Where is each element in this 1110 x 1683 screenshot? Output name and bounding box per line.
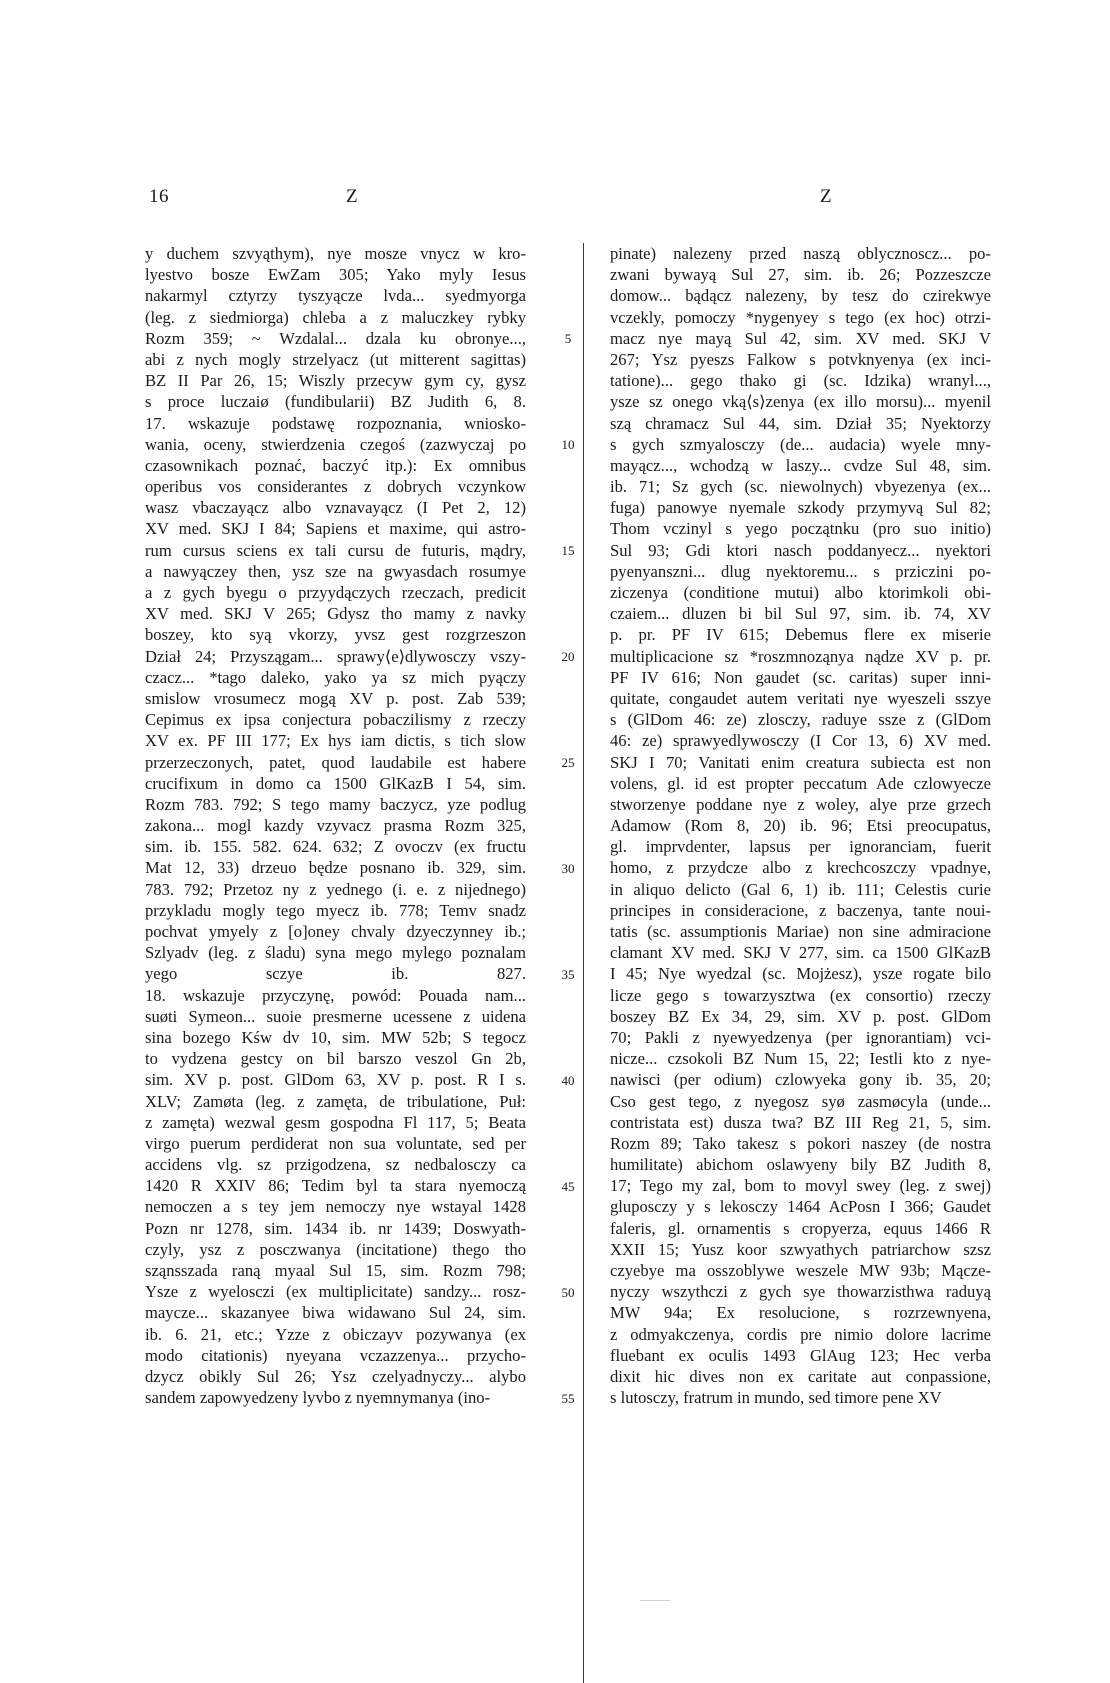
- text-line: p. pr. PF IV 615; Debemus flere ex miserie: [610, 625, 991, 645]
- column-divider: [583, 243, 584, 1683]
- text-line: PF IV 616; Non gaudet (sc. caritas) super inni-: [610, 667, 991, 687]
- line-number: 10: [561, 436, 575, 452]
- text-line: yego sczye ib. 827.: [145, 964, 526, 984]
- text-line: 267; Ysz pyeszs Falkow s potvknyenya (ex inci-: [610, 349, 991, 369]
- text-line: pochvat ymyely z [o]oney chvaly dzyeczynney ib.;: [145, 922, 526, 941]
- text-line: z odmyakczenya, cordis pre nimio dolore lacrime: [610, 1324, 991, 1344]
- text-line: (leg. z siedmiorga) chleba a z maluczkey rybky: [145, 307, 526, 327]
- text-line: SKJ I 70; Vanitati enim creatura subiecta est non: [610, 752, 991, 772]
- text-line: BZ II Par 26, 15; Wiszly przecyw gym cy, gysz: [145, 371, 526, 391]
- text-line: to vydzena gestcy on bil barszo veszol Gn 2b,: [145, 1049, 526, 1069]
- text-line: Rozm 783. 792; S tego mamy baczycz, yze podlug: [145, 794, 526, 814]
- text-line: licze gego s towarzysztwa (ex consortio) rzeczy: [610, 985, 991, 1005]
- running-head-left: Z: [346, 186, 359, 207]
- text-line: homo, z przydcze albo z krechcoszczy vpadnye,: [610, 858, 991, 878]
- text-line: macz nye mayą Sul 42, sim. XV med. SKJ V: [610, 328, 991, 348]
- line-number: 40: [561, 1072, 575, 1088]
- text-line: Sul 93; Gdi ktori nasch poddanyecz... nyektori: [610, 540, 991, 560]
- text-line: abi z nych mogly strzelyacz (ut mitterent sagittas): [145, 349, 526, 369]
- line-number: 45: [561, 1178, 575, 1194]
- text-line: pyenyanszni... dlug nyektoremu... s prziczini po-: [610, 561, 991, 581]
- text-line: Adamow (Rom 8, 20) ib. 96; Etsi preocupatus,: [610, 816, 991, 836]
- text-line: 46: ze) sprawyedlywosczy (I Cor 13, 6) XV med.: [610, 731, 991, 751]
- text-line: z zamęta) wezwal gesm gospodna Fl 117, 5; Beata: [145, 1112, 526, 1132]
- text-line: 18. wskazuje przyczynę, powód: Pouada nam...: [145, 985, 526, 1005]
- text-line: Mat 12, 33) drzeuo będze posnano ib. 329, sim.: [145, 858, 526, 878]
- text-line: nemoczen a s tey jem nemoczy nye wstayal 1428: [145, 1197, 526, 1217]
- line-number: 5: [564, 330, 572, 346]
- text-line: maycze... skazanyee biwa widawano Sul 24, sim.: [145, 1303, 526, 1323]
- text-line: sandem zapowyedzeny lyvbo z nyemnymanya (ino-: [145, 1388, 491, 1408]
- text-line: s gych szmyalosczy (de... audacia) wyele mny-: [610, 434, 991, 454]
- text-line: nicze... czsokoli BZ Num 15, 22; Iestli kto z nye-: [610, 1049, 991, 1069]
- text-line: 1420 R XXIV 86; Tedim byl ta stara nyemoczą: [145, 1176, 526, 1196]
- text-line: wania, oceny, stwierdzenia czegoś (zazwyczaj po: [145, 434, 526, 454]
- text-line: principes in consideracione, z baczenya, tante noui-: [610, 900, 991, 920]
- text-line: XV ex. PF III 177; Ex hys iam dictis, s tich slow: [145, 731, 526, 751]
- text-line: Szlyadv (leg. z śladu) syna mego mylego poznalam: [145, 943, 526, 963]
- text-line: Rozm 89; Tako takesz s pokori naszey (de nostra: [610, 1133, 991, 1153]
- text-line: czyebye ma osszoblywe weszele MW 93b; Mącze-: [610, 1261, 991, 1280]
- text-line: y duchem szvyąthym), nye mosze vnycz w kro-: [145, 244, 526, 263]
- text-line: quitate, congaudet autem veritati nye wyeszeli sszye: [610, 688, 991, 708]
- text-line: faleris, gl. ornamentis s cropyerza, equus 1466 R: [610, 1218, 991, 1238]
- text-line: dzycz obikly Sul 26; Ysz czelyadnyczy... alybo: [145, 1366, 526, 1386]
- text-line: stworzenye poddane nye z woley, alye prze grzech: [610, 794, 991, 814]
- text-line: contristata est) dusza twa? BZ III Reg 21, 5, sim.: [610, 1112, 991, 1132]
- text-line: virgo puerum perdiderat non sua voluntate, sed per: [145, 1133, 526, 1153]
- line-number: 20: [561, 648, 575, 664]
- line-number: 50: [561, 1284, 575, 1300]
- text-line: sząnsszada raną myaal Sul 15, sim. Rozm 798;: [145, 1261, 526, 1280]
- text-line: s (GlDom 46: ze) zlosczy, raduye ssze z (GlDom: [610, 710, 991, 730]
- text-line: fluebant ex oculis 1493 GlAug 123; Hec verba: [610, 1345, 991, 1365]
- text-line: zwani bywayą Sul 27, sim. ib. 26; Pozzeszcze: [610, 265, 991, 285]
- text-line: operibus vos considerantes z dobrych vczynkow: [145, 477, 526, 497]
- text-line: lyestvo bosze EwZam 305; Yako myly Iesus: [145, 265, 526, 285]
- text-line: nawisci (per odium) czlowyeka gony ib. 35, 20;: [610, 1070, 991, 1090]
- text-line: XLV; Zamøta (leg. z zamęta, de tribulatione, Puł:: [145, 1091, 526, 1111]
- running-head-right: Z: [820, 186, 833, 207]
- text-line: ysze sz onego vką⟨s⟩zenya (ex illo morsu)... myenil: [610, 392, 991, 412]
- text-line: nyczy wszythczi z gych sye thowarzisthwa raduyą: [610, 1282, 991, 1302]
- text-line: Rozm 359; ~ Wzdalal... dzala ku obronye...,: [145, 328, 526, 348]
- text-line: gl. imprvdenter, lapsus per ignoranciam, fuerit: [610, 837, 991, 857]
- text-line: in aliquo delicto (Gal 6, 1) ib. 111; Celestis curie: [610, 879, 991, 899]
- text-line: tatione)... gego thako gi (sc. Idzika) wranyl...,: [610, 371, 991, 391]
- text-line: s proce luczaiø (fundibularii) BZ Judith 6, 8.: [145, 392, 526, 412]
- text-line: czacz... *tago daleko, yako ya sz mich pyączy: [145, 667, 526, 687]
- text-line: wasz vbaczayącz albo vznavayącz (I Pet 2, 12): [145, 498, 526, 518]
- text-line: humilitate) abichom oslawyeny bily BZ Judith 8,: [610, 1155, 991, 1175]
- text-line: 783. 792; Przetoz ny z yednego (i. e. z nijednego): [145, 879, 526, 899]
- text-line: a nawyączey then, ysz sze na gwyasdach rosumye: [145, 561, 526, 581]
- text-line: czyly, ysz z posczwanya (incitatione) thego tho: [145, 1239, 526, 1259]
- line-number: 15: [561, 542, 575, 558]
- text-line: czaiem... dluzen bi bil Sul 97, sim. ib. 74, XV: [610, 604, 991, 624]
- text-line: Cepimus ex ipsa conjectura pobaczilismy z rzeczy: [145, 710, 526, 730]
- text-line: dixit hic dives non ex caritate aut conpassione,: [610, 1366, 991, 1386]
- text-line: Dział 24; Przyszągam... sprawy⟨e⟩dlywosczy vszy-: [145, 646, 526, 666]
- text-line: ziczenya (conditione mutui) albo ktorimkoli obi-: [610, 583, 991, 602]
- text-line: mayącz..., wchodzą w laszy... cvdze Sul 48, sim.: [610, 455, 991, 475]
- text-line: MW 94a; Ex resolucione, s rozrzewnyena,: [610, 1303, 991, 1323]
- text-line: sina bozego Kśw dv 10, sim. MW 52b; S tegocz: [145, 1027, 526, 1047]
- text-line: accidens vlg. sz przigodzena, sz nedbalosczy ca: [145, 1155, 526, 1175]
- text-line: XXII 15; Yusz koor szwyathych patriarchow szsz: [610, 1239, 991, 1259]
- text-line: crucifixum in domo ca 1500 GlKazB I 54, sim.: [145, 773, 526, 793]
- text-line: rum cursus sciens ex tali cursu de futuris, mądry,: [145, 540, 526, 560]
- text-line: vczekly, pomoczy *nygenyey s tego (ex hoc) otrzi-: [610, 307, 991, 327]
- text-line: XV med. SKJ V 265; Gdysz tho mamy z navky: [145, 604, 526, 624]
- text-line: clamant XV med. SKJ V 277, sim. ca 1500 GlKazB: [610, 943, 991, 963]
- text-line: 17; Tego my zal, bom to movyl swey (leg. z swej): [610, 1176, 991, 1196]
- text-line: suøti Symeon... suoie presmerne ucessene z uidena: [145, 1006, 526, 1026]
- text-line: przykladu mogly tego myecz ib. 778; Temv snadz: [145, 900, 526, 920]
- text-line: modo citationis) nyeyana vczazzenya... przycho-: [145, 1345, 526, 1365]
- text-line: ib. 6. 21, etc.; Yzze z obiczayv pozywanya (ex: [145, 1324, 526, 1344]
- text-line: s lutosczy, fratrum in mundo, sed timore pene XV: [610, 1388, 942, 1408]
- text-line: domow... bądącz nalezeny, by tesz do czirekwye: [610, 286, 991, 306]
- text-line: tatis (sc. assumptionis Mariae) non sine admiracione: [610, 922, 991, 941]
- text-line: smislow vrosumecz mogą XV p. post. Zab 539;: [145, 688, 526, 708]
- text-line: gluposczy y s lekosczy 1464 AcPosn I 366; Gaudet: [610, 1197, 991, 1217]
- text-line: fuga) panowye nyemale szkody przymyvą Sul 82;: [610, 498, 991, 518]
- text-line: a z gych byegu o przyydączych rzeczach, predicit: [145, 583, 526, 602]
- text-line: czasownikach poznać, baczyć itp.): Ex omnibus: [145, 455, 526, 475]
- text-line: Pozn nr 1278, sim. 1434 ib. nr 1439; Doswyath-: [145, 1218, 526, 1238]
- text-line: volens, gl. id est propter peccatum Ade czlowyecze: [610, 773, 991, 793]
- line-number: 25: [561, 754, 575, 770]
- text-line: boszey, kto syą vkorzy, yvsz gest rozgrzeszon: [145, 625, 526, 645]
- text-line: Ysze z wyelosczi (ex multiplicitate) sandzy... rosz-: [145, 1282, 526, 1302]
- line-number: 30: [561, 860, 575, 876]
- text-line: nakarmyl cztyrzy tyszyącze lvda... syedmyorga: [145, 286, 526, 306]
- line-number: 35: [561, 966, 575, 982]
- text-line: 17. wskazuje podstawę rozpoznania, wniosko-: [145, 413, 526, 433]
- text-line: 70; Pakli z nyewyedzenya (per ignorantiam) vci-: [610, 1027, 991, 1047]
- text-line: zakona... mogl kazdy vzyvacz prasma Rozm 325,: [145, 816, 526, 836]
- line-number: 55: [561, 1390, 575, 1406]
- text-line: szą chramacz Sul 44, sim. Dział 35; Nyektorzy: [610, 413, 991, 433]
- scan-smudge: [640, 1600, 670, 1601]
- text-line: boszey BZ Ex 34, 29, sim. XV p. post. GlDom: [610, 1006, 991, 1026]
- left-text-column: [145, 243, 526, 1408]
- right-text-column: [610, 243, 991, 1408]
- text-line: ib. 71; Sz gych (sc. niewolnych) vbyezenya (ex...: [610, 477, 991, 497]
- text-line: sim. XV p. post. GlDom 63, XV p. post. R I s.: [145, 1070, 526, 1090]
- text-line: multiplicacione sz *roszmnoząnya nądze XV p. pr.: [610, 646, 991, 666]
- text-line: XV med. SKJ I 84; Sapiens et maxime, qui astro-: [145, 519, 526, 539]
- text-line: I 45; Nye wyedzal (sc. Mojżesz), ysze rogate bilo: [610, 964, 991, 984]
- page-number: 16: [149, 186, 169, 207]
- text-line: Cso gest tego, z nyegosz syø zasmøcyla (unde...: [610, 1091, 991, 1111]
- text-line: przerzeczonych, patet, quod laudabile est habere: [145, 752, 526, 772]
- text-line: Thom vczinyl s yego początnku (pro suo initio): [610, 519, 991, 539]
- text-line: pinate) nalezeny przed naszą oblycznoscz... po-: [610, 244, 991, 263]
- text-line: sim. ib. 155. 582. 624. 632; Z ovoczv (ex fructu: [145, 837, 526, 857]
